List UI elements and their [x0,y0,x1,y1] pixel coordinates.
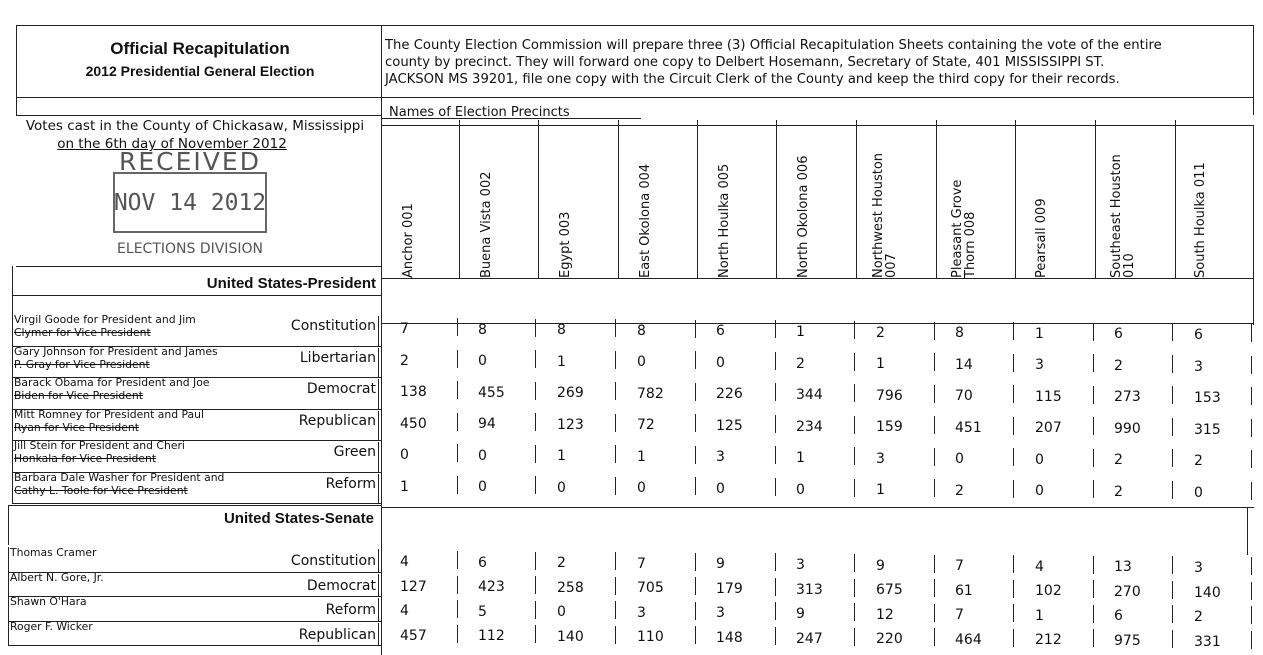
vote-count: 0 [955,451,964,468]
vote-count: 127 [400,578,427,595]
vote-count: 269 [557,385,584,402]
vote-count: 3 [716,605,725,622]
vote-count: 0 [716,480,725,497]
vote-count: 6 [478,554,487,571]
party-label: Green [333,444,376,460]
vote-count: 179 [716,580,743,597]
precinct-header: East Okolona 004 [638,163,653,278]
party-label: Libertarian [299,349,376,366]
candidate-line-1: Virgil Goode for President and Jim [14,313,196,326]
vote-count: 3 [1194,560,1203,576]
section-title-president: United States-President [206,275,376,292]
vote-count: 0 [478,447,487,464]
vote-count: 112 [478,628,505,645]
instruction-line: The County Election Commission will prepare three (3) Official Recapitulation Sheets containing the vote of the entire [385,38,1162,53]
votes-cast-date: on the 6th day of November 2012 [57,136,287,152]
vote-count: 1 [637,448,646,465]
vote-count: 6 [1194,327,1203,343]
vote-count: 1 [557,448,566,465]
candidate-name [10,595,260,608]
vote-count: 2 [1114,483,1123,500]
vote-count: 331 [1194,633,1221,650]
vote-count: 423 [478,579,505,596]
vote-count: 12 [876,606,894,623]
vote-count: 344 [796,387,823,403]
precinct-header: North Okolona 006 [796,155,811,278]
vote-count: 3 [876,450,885,467]
vote-count: 148 [716,629,743,646]
vote-count: 705 [637,580,664,597]
page-subtitle: 2012 Presidential General Election [85,63,315,79]
candidate-name [10,620,260,633]
vote-count: 0 [1035,451,1044,468]
vote-count: 2 [400,352,409,369]
candidate-name [14,439,264,465]
vote-count: 14 [955,356,973,373]
stamp-date: NOV 14 2012 [113,190,267,216]
vote-count: 4 [400,603,409,619]
party-label: Reform [325,475,376,492]
vote-count: 8 [637,322,646,339]
candidate-line-1: Jill Stein for President and Cheri [14,439,185,452]
vote-count: 0 [716,354,725,371]
instruction-line: JACKSON MS 39201, file one copy with the Circuit Clerk of the County and keep the third copy for their records. [385,72,1120,87]
vote-count: 1 [876,482,885,499]
vote-count: 0 [557,604,566,621]
vote-count: 1 [876,356,885,373]
vote-count: 0 [1194,484,1203,501]
votes-cast-county: Votes cast in the County of Chickasaw, Mississippi [25,118,365,134]
vote-count: 451 [955,419,982,436]
vote-count: 212 [1035,632,1062,649]
instructions [385,37,1235,88]
page-title: Official Recapitulation [110,39,290,58]
vote-count: 9 [716,556,725,573]
candidate-name [10,546,260,559]
vote-count: 782 [637,385,664,402]
vote-count: 313 [796,581,823,598]
vote-count: 140 [1194,584,1221,601]
vote-count: 3 [796,557,805,573]
vote-count: 315 [1194,421,1221,438]
vote-count: 220 [876,631,903,648]
candidate-line-1: Shawn O'Hara [10,595,87,608]
vote-count: 125 [716,417,743,434]
candidate-line-2: Biden for Vice President [14,389,143,402]
vote-count: 70 [955,388,973,405]
candidate-line-1: Gary Johnson for President and James [14,344,218,358]
vote-count: 0 [478,353,487,370]
vote-count: 7 [400,321,409,337]
precinct-header [1110,148,1136,278]
vote-count: 8 [557,322,566,339]
vote-count: 140 [557,628,584,645]
vote-count: 94 [478,416,496,433]
candidate-name [14,376,264,402]
vote-count: 4 [400,554,409,570]
vote-count: 270 [1114,583,1141,600]
vote-count: 2 [557,555,566,572]
vote-count: 3 [637,604,646,621]
vote-count: 0 [796,481,805,498]
vote-count: 159 [876,419,903,436]
vote-count: 234 [796,418,823,435]
party-label: Republican [298,412,376,429]
candidate-name [14,345,264,371]
vote-count: 8 [955,325,964,342]
vote-count: 6 [716,323,725,340]
precinct-header [951,163,977,278]
vote-count: 450 [400,415,427,432]
vote-count: 2 [1114,357,1123,374]
party-label: Constitution [290,318,376,334]
candidate-name [14,313,264,339]
precinct-header: Anchor 001 [401,203,416,278]
vote-count: 0 [1035,483,1044,500]
vote-count: 1 [796,324,805,340]
vote-count: 9 [796,606,805,622]
precinct-header-text: Southeast Houston 010 [1109,154,1137,278]
vote-count: 8 [478,321,487,338]
vote-count: 675 [876,582,903,599]
vote-count: 0 [637,480,646,497]
section-title-senate: United States-Senate [223,510,374,527]
precinct-header: North Houlka 005 [717,163,732,278]
candidate-line-1: Mitt Romney for President and Paul [14,407,204,421]
vote-count: 2 [1114,452,1123,469]
candidate-line-1: Thomas Cramer [10,546,97,559]
precinct-header: South Houlka 011 [1193,162,1208,278]
vote-count: 2 [955,482,964,499]
vote-count: 0 [478,479,487,496]
candidate-line-1: Barack Obama for President and Joe [14,376,210,389]
precinct-header: Buena Vista 002 [479,171,494,278]
vote-count: 1 [796,450,805,466]
candidate-line-2: P. Gray for Vice President [14,357,150,371]
vote-count: 0 [637,354,646,371]
vote-count: 0 [557,479,566,496]
precinct-header-text: Northwest Houston 007 [871,152,899,278]
candidate-name [14,471,264,497]
candidate-name [14,408,264,434]
vote-count: 5 [478,603,487,620]
precincts-label: Names of Election Precincts [389,105,570,120]
precinct-header: Egypt 003 [558,211,573,278]
candidate-line-2: Clymer for Vice President [14,326,151,339]
vote-count: 2 [1194,609,1203,625]
vote-count: 207 [1035,420,1062,437]
received-stamp [110,147,270,260]
vote-count: 7 [637,555,646,572]
vote-count: 226 [716,386,743,403]
vote-count: 258 [557,579,584,596]
vote-count: 990 [1114,420,1141,437]
candidate-line-1: Albert N. Gore, Jr. [10,570,104,584]
party-label: Democrat [306,381,376,397]
vote-count: 72 [637,417,655,434]
party-label: Reform [325,602,376,618]
precinct-header [872,148,898,278]
vote-count: 975 [1114,632,1141,649]
vote-count: 3 [1194,358,1203,375]
vote-count: 2 [876,324,885,341]
vote-count: 110 [637,629,664,646]
vote-count: 1 [400,478,409,495]
vote-count: 123 [557,416,584,433]
vote-count: 7 [955,558,964,575]
vote-count: 7 [955,607,964,624]
vote-count: 1 [1035,325,1044,342]
precinct-header: Pearsall 009 [1034,198,1049,278]
vote-count: 2 [796,355,805,372]
vote-count: 1 [1035,607,1044,624]
vote-count: 102 [1035,583,1062,600]
vote-count: 3 [716,449,725,466]
vote-count: 2 [1194,453,1203,469]
stamp-division: ELECTIONS DIVISION [117,241,263,257]
stamp-received-text: RECEIVED [119,147,261,176]
candidate-line-1: Roger F. Wicker [10,619,93,633]
vote-count: 457 [400,627,427,644]
vote-count: 1 [557,353,566,370]
vote-count: 4 [1035,558,1044,575]
vote-count: 796 [876,387,903,404]
party-label: Constitution [290,553,376,569]
vote-count: 13 [1114,559,1132,576]
vote-count: 0 [400,447,409,463]
vote-count: 153 [1194,390,1221,406]
vote-count: 9 [876,557,885,574]
precinct-header-text: Pleasant Grove Thorn 008 [950,179,978,278]
vote-count: 273 [1114,389,1141,406]
instruction-line: county by precinct. They will forward one copy to Delbert Hosemann, Secretary of State, 401 MISSISSIPPI ST. [385,55,1105,70]
vote-count: 115 [1035,388,1062,405]
candidate-name [10,571,260,584]
vote-count: 455 [478,384,505,401]
vote-count: 3 [1035,357,1044,374]
candidate-line-2: Cathy L. Toole for Vice President [14,483,188,497]
vote-count: 247 [796,630,823,647]
vote-count: 61 [955,582,973,599]
vote-count: 6 [1114,608,1123,625]
candidate-line-2: Ryan for Vice President [14,420,139,434]
party-label: Republican [298,626,376,643]
candidate-line-1: Barbara Dale Washer for President and [14,470,225,484]
party-label: Democrat [306,577,376,594]
candidate-line-2: Honkala for Vice President [14,452,157,465]
vote-count: 464 [955,631,982,648]
vote-count: 138 [400,384,427,400]
vote-count: 6 [1114,326,1123,343]
